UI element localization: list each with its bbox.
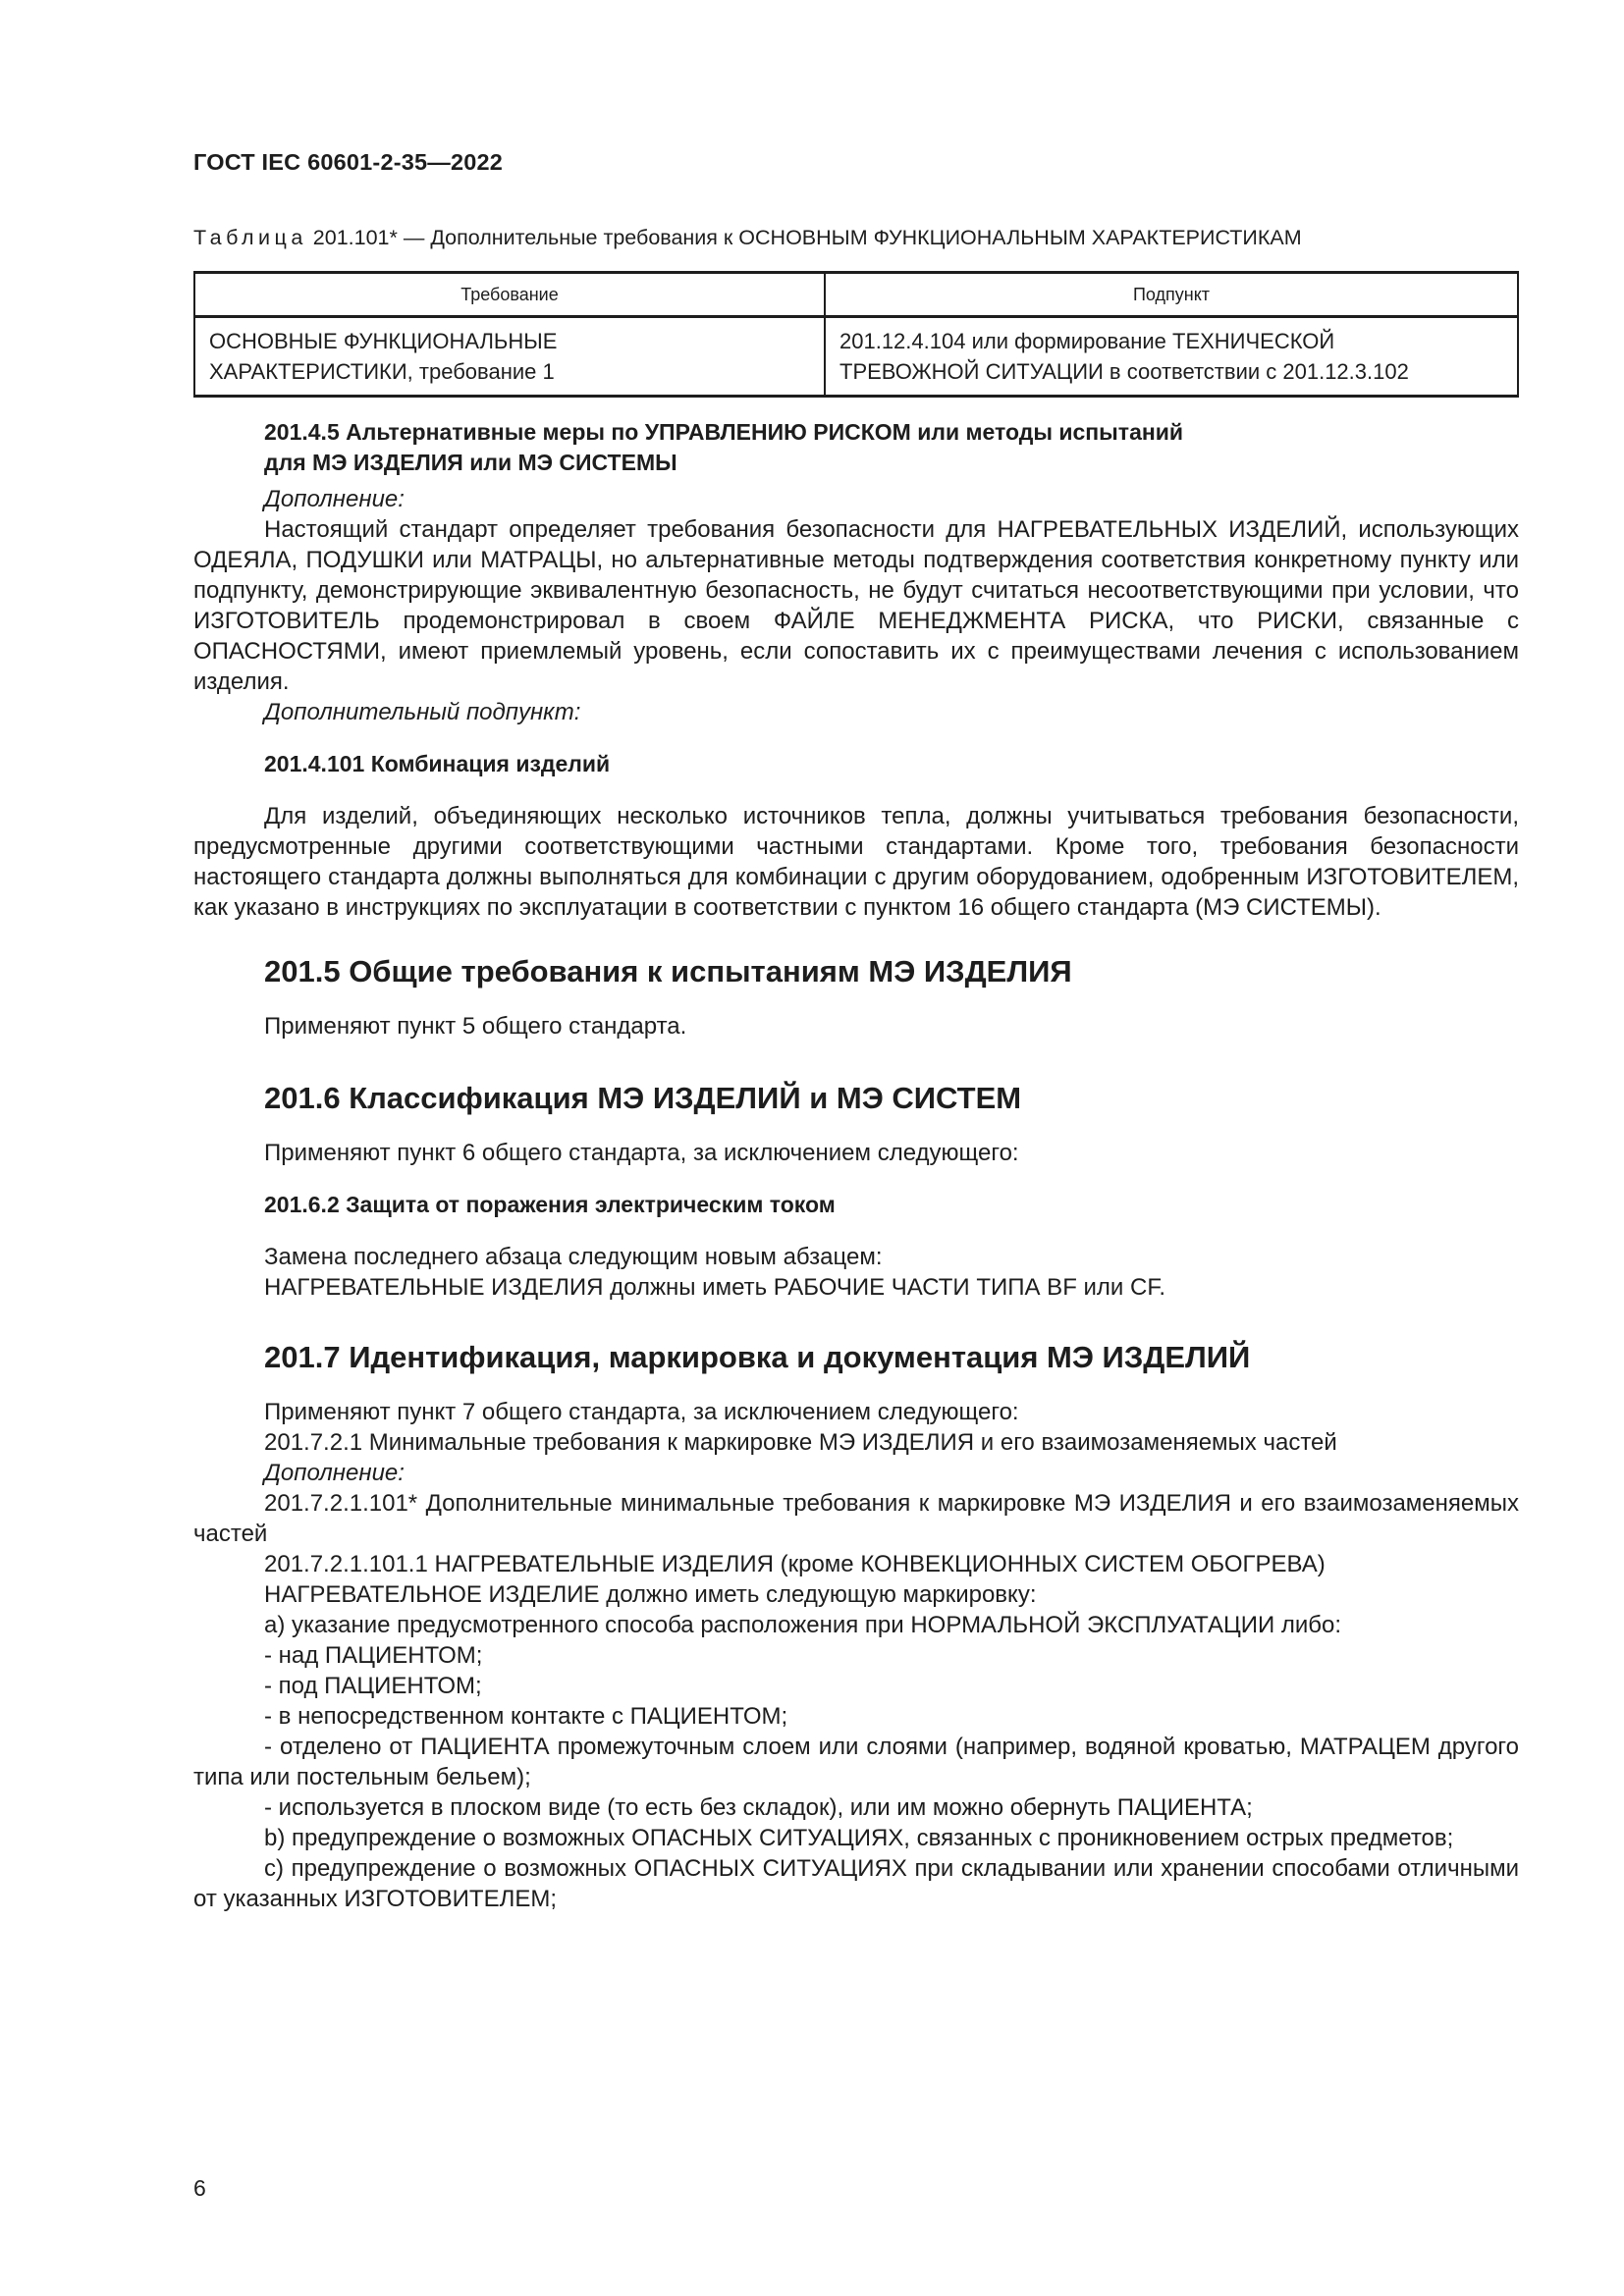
list-item-c: c) предупреждение о возможных ОПАСНЫХ СИТУАЦИЯХ при складывании или хранении способами отличными от указанных ИЗГОТОВИТЕЛЕМ; bbox=[193, 1855, 1519, 1912]
column-header-requirement: Требование bbox=[194, 273, 825, 317]
dash-item: - в непосредственном контакте с ПАЦИЕНТОМ; bbox=[264, 1703, 788, 1730]
paragraph: Применяют пункт 7 общего стандарта, за исключением следующего: bbox=[264, 1399, 1019, 1425]
paragraph: Для изделий, объединяющих несколько источников тепла, должны учитываться требования безопасности, предусмотренные другими соответствующими частными стандартами. Кроме того, требования безопасности настоящего стандарта должны выполняться для комбинации с другим оборудованием, одобренным ИЗГОТОВИТЕЛЕМ, как указано в инструкциях по эксплуатации в соответствии с пунктом 16 общего стандарта (МЭ СИСТЕМЫ). bbox=[193, 803, 1519, 921]
table-caption-text: 201.101* — Дополнительные требования к ОСНОВНЫМ ФУНКЦИОНАЛЬНЫМ ХАРАКТЕРИСТИКАМ bbox=[306, 226, 1302, 249]
clause-201-7-2-1: 201.7.2.1 Минимальные требования к маркировке МЭ ИЗДЕЛИЯ и его взаимозаменяемых частей bbox=[264, 1429, 1337, 1456]
requirements-table bbox=[193, 271, 1519, 398]
section-heading-201-5: 201.5 Общие требования к испытаниям МЭ ИЗДЕЛИЯ bbox=[264, 954, 1072, 988]
paragraph: Применяют пункт 5 общего стандарта. bbox=[264, 1013, 687, 1040]
addition-label: Дополнение: bbox=[264, 486, 405, 512]
paragraph: НАГРЕВАТЕЛЬНЫЕ ИЗДЕЛИЯ должны иметь РАБОЧИЕ ЧАСТИ ТИПА BF или CF. bbox=[264, 1274, 1165, 1301]
table-caption-prefix: Таблица bbox=[193, 226, 307, 249]
table-header-row bbox=[194, 273, 1518, 317]
paragraph: Настоящий стандарт определяет требования безопасности для НАГРЕВАТЕЛЬНЫХ ИЗДЕЛИЙ, использующих ОДЕЯЛА, ПОДУШКИ или МАТРАЦЫ, но альтернативные методы подтверждения соответствия конкретному пункту или подпункту, демонстрирующие эквивалентную безопасность, не будут считаться несоответствующими при условии, что ИЗГОТОВИТЕЛЬ продемонстрировал в своем ФАЙЛЕ МЕНЕДЖМЕНТА РИСКА, что РИСКИ, связанные с ОПАСНОСТЯМИ, имеют приемлемый уровень, если сопоставить их с преимуществами лечения с использованием изделия. bbox=[193, 516, 1519, 695]
table-cell-requirement bbox=[194, 317, 825, 397]
clause-201-7-2-1-101-1: 201.7.2.1.101.1 НАГРЕВАТЕЛЬНЫЕ ИЗДЕЛИЯ (кроме КОНВЕКЦИОННЫХ СИСТЕМ ОБОГРЕВА) bbox=[264, 1551, 1326, 1577]
heading-line: для МЭ ИЗДЕЛИЯ или МЭ СИСТЕМЫ bbox=[264, 450, 677, 475]
marking-intro: НАГРЕВАТЕЛЬНОЕ ИЗДЕЛИЕ должно иметь следующую маркировку: bbox=[264, 1581, 1037, 1608]
paragraph: Замена последнего абзаца следующим новым абзацем: bbox=[264, 1244, 883, 1270]
dash-item: - под ПАЦИЕНТОМ; bbox=[264, 1673, 482, 1699]
dash-item: - отделено от ПАЦИЕНТА промежуточным слоем или слоями (например, водяной кроватью, МАТРАЦЕМ другого типа или постельным бельем); bbox=[193, 1734, 1519, 1790]
section-heading-201-7: 201.7 Идентификация, маркировка и документация МЭ ИЗДЕЛИЙ bbox=[264, 1340, 1251, 1374]
additional-subclause-label: Дополнительный подпункт: bbox=[264, 699, 581, 725]
cell-line: ТРЕВОЖНОЙ СИТУАЦИИ в соответствии с 201.12.3.102 bbox=[839, 359, 1409, 384]
document-header: ГОСТ IEC 60601-2-35—2022 bbox=[193, 149, 504, 175]
dash-item: - используется в плоском виде (то есть без складок), или им можно обернуть ПАЦИЕНТА; bbox=[264, 1794, 1253, 1821]
list-item-b: b) предупреждение о возможных ОПАСНЫХ СИТУАЦИЯХ, связанных с проникновением острых предметов; bbox=[264, 1825, 1454, 1851]
clause-201-7-2-1-101: 201.7.2.1.101* Дополнительные минимальные требования к маркировке МЭ ИЗДЕЛИЯ и его взаимозаменяемых частей bbox=[193, 1490, 1519, 1547]
document-page bbox=[193, 0, 1519, 2296]
paragraph: Применяют пункт 6 общего стандарта, за исключением следующего: bbox=[264, 1140, 1019, 1166]
cell-line: 201.12.4.104 или формирование ТЕХНИЧЕСКОЙ bbox=[839, 329, 1335, 353]
page-number: 6 bbox=[193, 2175, 206, 2201]
subsection-heading-201-4-101: 201.4.101 Комбинация изделий bbox=[264, 751, 611, 776]
list-item-a: a) указание предусмотренного способа расположения при НОРМАЛЬНОЙ ЭКСПЛУАТАЦИИ либо: bbox=[264, 1612, 1342, 1638]
cell-line: ХАРАКТЕРИСТИКИ, требование 1 bbox=[209, 359, 555, 384]
subsection-heading-201-6-2: 201.6.2 Защита от поражения электрическим током bbox=[264, 1192, 836, 1217]
table-cell-subclause bbox=[825, 317, 1518, 397]
section-heading-201-6: 201.6 Классификация МЭ ИЗДЕЛИЙ и МЭ СИСТЕМ bbox=[264, 1081, 1022, 1115]
heading-line: 201.4.5 Альтернативные меры по УПРАВЛЕНИЮ РИСКОМ или методы испытаний bbox=[264, 419, 1184, 445]
addition-label: Дополнение: bbox=[264, 1460, 405, 1486]
table-caption bbox=[193, 226, 1302, 250]
cell-line: ОСНОВНЫЕ ФУНКЦИОНАЛЬНЫЕ bbox=[209, 329, 558, 353]
dash-item: - над ПАЦИЕНТОМ; bbox=[264, 1642, 483, 1669]
document-body bbox=[193, 417, 1519, 1914]
column-header-subclause: Подпункт bbox=[825, 273, 1518, 317]
subsection-heading-201-4-5 bbox=[193, 417, 1519, 478]
table-row bbox=[194, 317, 1518, 397]
